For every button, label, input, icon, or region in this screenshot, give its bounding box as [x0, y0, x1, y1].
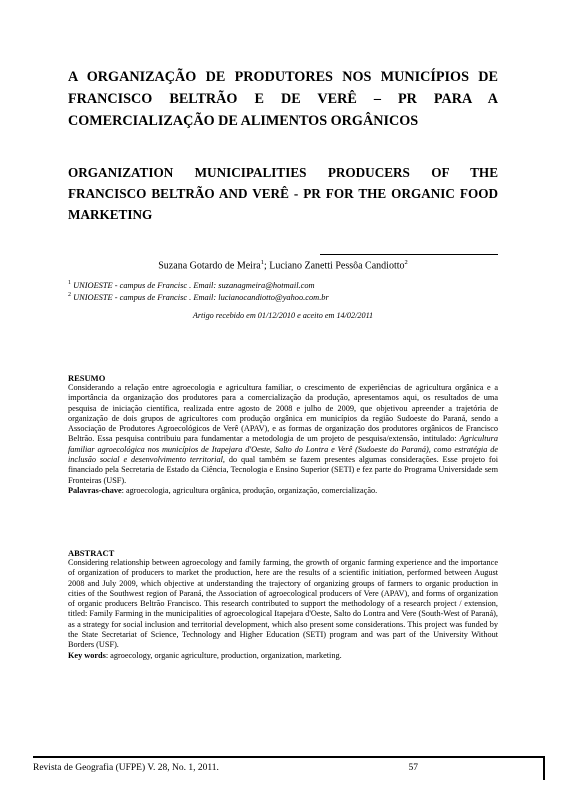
resumo-heading: RESUMO	[68, 373, 106, 383]
author-separator: ;	[263, 260, 270, 272]
resumo-body	[68, 383, 498, 496]
article-title-english: ORGANIZATION MUNICIPALITIES PRODUCERS OF THE FRANCISCO BELTRÃO AND VERÊ - PR FOR THE ORGANIC FOOD MARKETING	[68, 165, 498, 222]
affiliation	[68, 290, 498, 303]
abstract-body	[68, 558, 498, 661]
affiliation-marker: 2	[68, 292, 71, 298]
authors-line	[68, 256, 498, 273]
resumo-text-continued: , do qual também se fazem presentes algumas considerações. Esse projeto foi financiado pela Secretaria de Estado da Ciência, Tecnologia e Ensino Superior (SETI) e fez parte do Programa Universidade sem Fronteiras (USF).	[68, 455, 498, 485]
footer-rule	[33, 756, 543, 758]
keywords-list: : agroecologia, agricultura orgânica, produção, organização, comercialização.	[121, 485, 378, 495]
affiliation-text: UNIOESTE - campus de Francisc . Email: lucianocandiotto@yahoo.com.br	[73, 292, 329, 302]
resumo-project-title: Agricultura familiar agroecológica nos municípios de Itapejara d'Oeste, Salto do Lontra e Verê (Sudoeste do Paraná), como estratégia de inclusão social e desenvolvimento territorial	[68, 434, 498, 465]
author-name: Luciano Zanetti Pessôa Candiotto	[269, 260, 405, 272]
keywords-label: Key words	[68, 650, 106, 660]
article-title-portuguese: A ORGANIZAÇÃO DE PRODUTORES NOS MUNICÍPIOS DE FRANCISCO BELTRÃO E DE VERÊ – PR PARA A COMERCIALIZAÇÃO DE ALIMENTOS ORGÂNICOS	[68, 69, 498, 129]
abstract-keywords	[68, 651, 498, 661]
author-footnote-marker: 2	[404, 259, 408, 266]
keywords-label: Palavras-chave	[68, 485, 122, 495]
author-name: Suzana Gotardo de Meira	[158, 260, 261, 272]
affiliation	[68, 278, 498, 291]
resumo-text: Considerando a relação entre agroecologia e agricultura familiar, o crescimento de experiências de agricultura orgânica e a importância da organização dos produtores para a comercialização da produção, apresentamos aqui, os resultados de uma pesquisa de iniciação científica, realizada entre agosto de 2008 e julho de 2009, que objetivou apreender a trajetória de organização de dois grupos de agricultores com produção orgânica em municípios da região Sudoeste do Paraná, sendo a Associação de Produtores Agroecológicos de Verê (APAV), e as formas de organização dos produtores orgânicos de Francisco Beltrão. Essa pesquisa contribuiu para fundamentar a metodologia de um projeto de pesquisa/extensão, intitulado:	[68, 383, 498, 444]
title-separator-rule	[320, 254, 498, 255]
received-date-note: Artigo recebido em 01/12/2010 e aceito em 14/02/2011	[192, 311, 374, 320]
abstract-text: Considering relationship between agroecology and family farming, the growth of organic farming experience and the importance of organization of producers to market the production, here are the results of a scientific initiation, performed between August 2008 and July 2009, which objective at understanding the trajectory of organizing groups of farmers to organic production in cities of the Southwest region of Paraná, the Association of agroecological producers of Vere (APAV), and forms of organization of organic producers Beltrão Francisco. This research contributed to support the methodology of a research project / extension, titled: Family Farming in the municipalities of agroecological Itapejara d'Oeste, Salto do Lontra and Vere (South-West of Paraná), as a strategy for social inclusion and territorial development, which also present some considerations. This project was funded by the State Secretariat of Science, Technology and Higher Education (SETI) program and was part of the University Without Borders (USF).	[68, 558, 498, 650]
resumo-keywords	[68, 486, 498, 496]
affiliation-text: UNIOESTE - campus de Francisc . Email: suzanagmeira@hotmail.com	[73, 280, 315, 290]
author-footnote-marker: 1	[260, 259, 264, 266]
page-footer	[33, 763, 543, 773]
journal-citation: Revista de Geografia (UFPE) V. 28, No. 1, 2011.	[33, 763, 219, 773]
footer-side-rule	[543, 756, 545, 780]
affiliation-marker: 1	[68, 280, 71, 286]
keywords-list: : agroecology, organic agriculture, production, organization, marketing.	[105, 650, 342, 660]
abstract-heading: ABSTRACT	[68, 548, 115, 558]
page-number: 57	[408, 763, 418, 773]
